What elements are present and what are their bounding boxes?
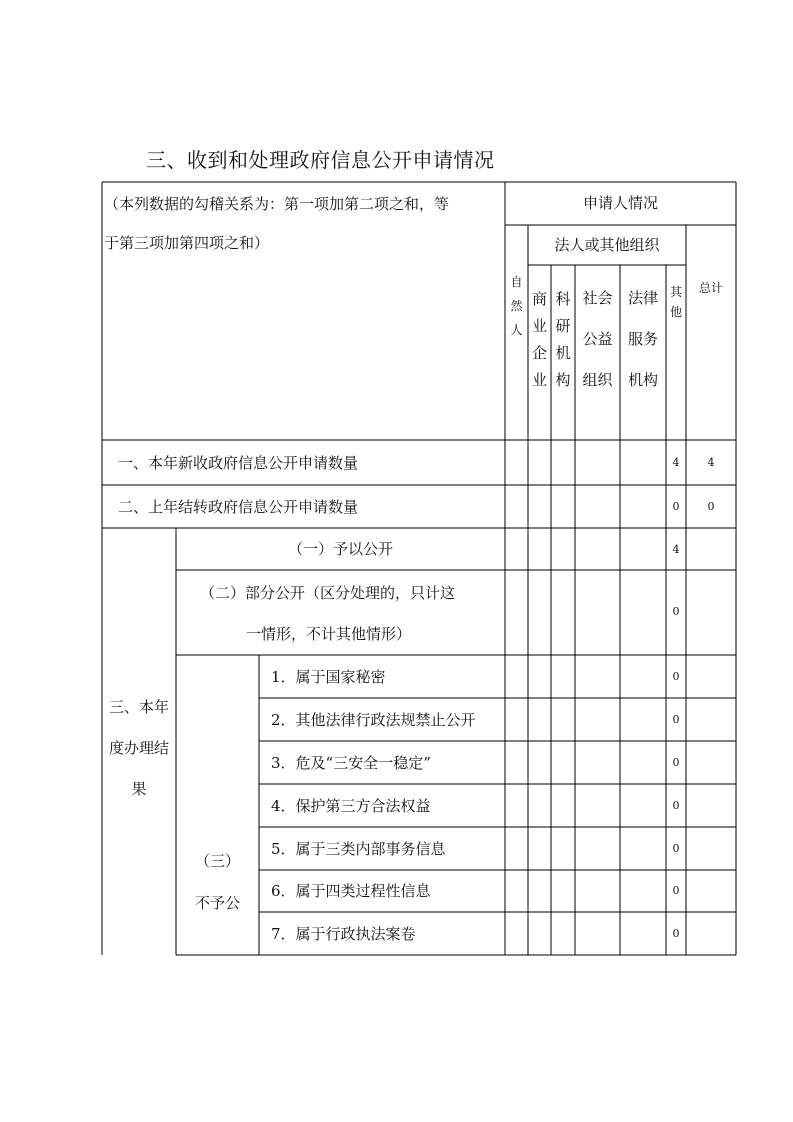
research-institution-header: 科 研 机 构 (555, 290, 571, 389)
social-welfare-header: 社会 公益 组织 (582, 289, 613, 389)
row-carried-over-total: 0 (707, 500, 715, 513)
legal-service-header: 法律 服务 机构 (627, 289, 658, 389)
sub-item-label: 4．保护第三方合法权益 (271, 797, 431, 815)
row-partial-label-line2: 一情形，不计其他情形） (246, 625, 412, 643)
sub-item-label: 2．其他法律行政法规禁止公开 (271, 711, 476, 729)
sub-item-other: 0 (672, 756, 680, 769)
sub-item-other: 0 (672, 799, 680, 812)
row-disclosed-other: 4 (672, 543, 680, 556)
legal-persons-group-header: 法人或其他组织 (554, 236, 660, 254)
sub-item-label: 7．属于行政执法案卷 (271, 925, 416, 943)
row-new-requests-label: 一、本年新收政府信息公开申请数量 (118, 454, 359, 472)
sub-item-other: 0 (672, 927, 680, 940)
row-partial-label-line1: （二）部分公开（区分处理的，只计这 (200, 584, 456, 602)
header-note-line1: （本列数据的勾稽关系为：第一项加第二项之和，等 (104, 195, 450, 213)
sub-item-label: 6．属于四类过程性信息 (271, 882, 431, 900)
row-disclosed-label: （一）予以公开 (287, 540, 393, 558)
total-header: 总计 (698, 281, 723, 295)
sub-item-label: 1．属于国家秘密 (271, 668, 386, 686)
results-label: 三、本年 度办理结 果 (108, 698, 169, 798)
commercial-enterprise-header: 商 业 企 业 (531, 290, 547, 389)
header-note-line2: 于第三项加第四项之和） (104, 234, 270, 252)
sub-item-other: 0 (672, 713, 680, 726)
not-disclosed-label: （三） 不予公 (194, 852, 240, 912)
natural-person-header: 自 然 人 (510, 275, 523, 337)
sub-item-label: 3．危及“三安全一稳定” (271, 754, 431, 772)
sub-item-other: 0 (672, 670, 680, 683)
applicant-situation-header: 申请人情况 (582, 194, 658, 212)
sub-item-other: 0 (672, 884, 680, 897)
row-new-requests-total: 4 (707, 456, 715, 469)
row-carried-over-label: 二、上年结转政府信息公开申请数量 (118, 498, 359, 516)
other-header: 其 他 (669, 285, 682, 319)
sub-item-other: 0 (672, 842, 680, 855)
row-carried-over-other: 0 (672, 500, 680, 513)
row-new-requests-other: 4 (672, 456, 680, 469)
row-partial-other: 0 (672, 605, 680, 618)
sub-item-label: 5．属于三类内部事务信息 (271, 840, 446, 858)
section-title: 三、收到和处理政府信息公开申请情况 (146, 148, 495, 172)
